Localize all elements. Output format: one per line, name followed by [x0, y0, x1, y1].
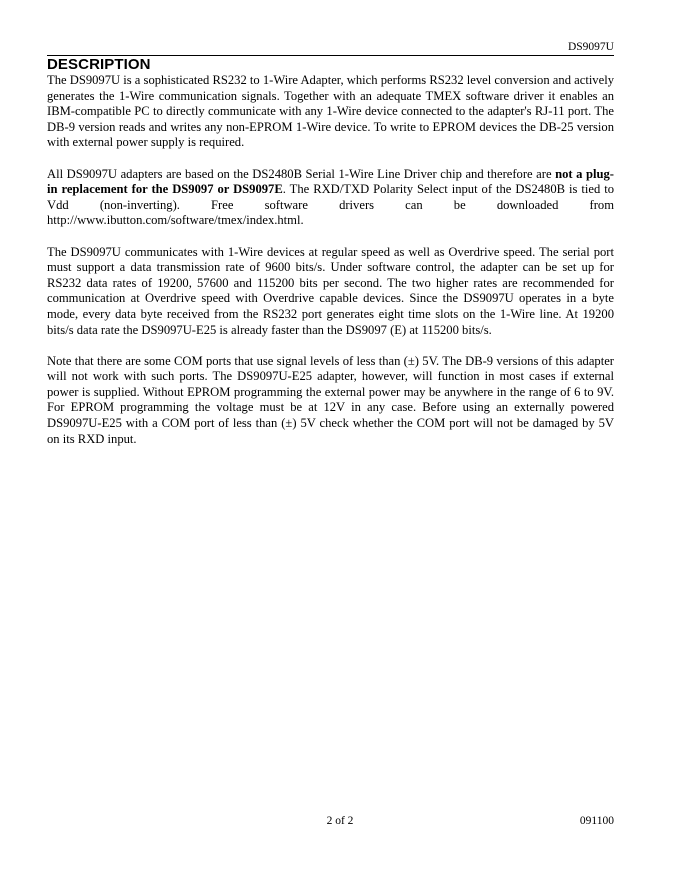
paragraph-compatibility-lead: All DS9097U adapters are based on the DS2480B Serial 1-Wire Line Driver chip and therefore are: [47, 166, 556, 181]
description-body: [47, 73, 614, 463]
footer-date-code: 091100: [579, 815, 614, 827]
paragraph-compatibility: [47, 167, 614, 229]
paragraph-compatibility-tail: . The RXD/TXD Polarity Select input of the DS2480B is tied to Vdd (non-inverting). Free software drivers can be downloaded from http://www.ibutton.com/software/tmex/index.html.: [47, 182, 614, 228]
footer-page-number: 2 of 2: [326, 815, 354, 827]
header-doc-code: DS9097U: [567, 41, 614, 53]
paragraph-overview: The DS9097U is a sophisticated RS232 to 1-Wire Adapter, which performs RS232 level conversion and actively generates the 1-Wire communication signals. Together with an adequate TMEX software driver it enables an IBM-compatible PC to directly communicate with any 1-Wire device connected to the adapter's RJ-11 port. The DB-9 version reads and writes any non-EPROM 1-Wire device. To write to EPROM devices the DB-25 version with external power supply is required.: [47, 73, 614, 150]
paragraph-com-port-note: Note that there are some COM ports that use signal levels of less than (±) 5V. The DB-9 versions of this adapter will not work with such ports. The DS9097U-E25 adapter, however, will function in most cases if external power is supplied. Without EPROM programming the external power may be anywhere in the range of 6 to 9V. For EPROM programming the voltage must be at 12V in any case. Before using an externally powered DS9097U-E25 with a COM port of less than (±) 5V check whether the COM port will not be damaged by 5V on its RXD input.: [47, 353, 614, 446]
compatibility-warning: not a plug-in replacement for the DS9097 or DS9097E: [47, 166, 614, 197]
section-title: DESCRIPTION: [47, 56, 151, 73]
paragraph-communication-speed: The DS9097U communicates with 1-Wire devices at regular speed as well as Overdrive speed. The serial port must support a data transmission rate of 9600 bits/s. Under software control, the adapter can be set up for RS232 data rates of 19200, 57600 and 115200 bits per second. The two higher rates are recommended for communication at Overdrive speed with Overdrive capable devices. Since the DS9097U operates in a byte mode, every data byte received from the RS232 port generates eight time slots on the 1-Wire line. At 19200 bits/s data rate the DS9097U-E25 is already faster than the DS9097 (E) at 115200 bits/s.: [47, 244, 614, 337]
